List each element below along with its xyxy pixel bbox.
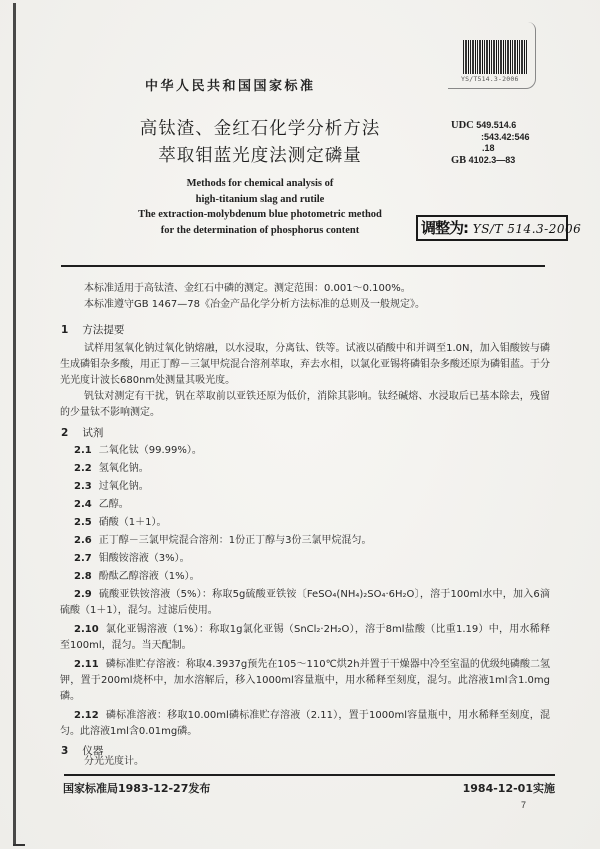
issue-date: 国家标准局1983-12-27发布 — [63, 782, 211, 795]
binding-edge-foot — [13, 844, 25, 846]
section-title: 仪器 — [82, 745, 104, 757]
reagent-item — [60, 443, 550, 459]
item-number: 2.7 — [74, 553, 92, 564]
item-text: 氯化亚锡溶液（1%）：称取1g氯化亚锡（SnCl₂·2H₂O），溶于8ml盐酸（比重1.19）中，用水稀释至100ml，混匀。当天配制。 — [60, 624, 550, 651]
item-number: 2.3 — [74, 481, 92, 492]
barcode-icon — [463, 40, 528, 74]
item-text: 二氧化钛（99.99%）。 — [98, 445, 202, 456]
section-number: 1 — [61, 324, 69, 336]
title-en-line-2: high-titanium slag and rutile — [195, 193, 325, 205]
item-text: 乙醇。 — [98, 499, 129, 510]
instrument-paragraph: 分光光度计。 — [84, 756, 144, 767]
udc-code-line-3: .18 — [482, 143, 495, 153]
reagent-item — [60, 479, 550, 495]
reagent-item — [60, 622, 550, 654]
header-divider — [61, 265, 545, 267]
item-text: 钼酸铵溶液（3%）。 — [98, 553, 190, 564]
gb-number: 4102.3—83 — [468, 154, 516, 165]
item-text: 氢氧化钠。 — [98, 463, 149, 474]
method-summary-paragraph: 试样用氢氧化钠过氧化钠熔融，以水浸取，分离钛、铁等。试液以硝酸中和并调至1.0N，加入钼酸铵与磷生成磷钼杂多酸，用正丁醇－三氯甲烷混合溶剂萃取，弃去水相，以氯化亚锡将磷钼杂多酸还原为磷钼蓝。于分光光度计波长680nm处测量其吸光度。 — [60, 343, 550, 386]
compliance-paragraph: 本标准遵守GB 1467—78《冶金产品化学分析方法标准的总则及一般规定》。 — [84, 299, 425, 310]
reagent-item — [60, 497, 550, 513]
title-cn-line-1: 高钛渣、金红石化学分析方法 — [139, 119, 381, 139]
item-number: 2.11 — [74, 659, 99, 670]
title-en-line-4: for the determination of phosphorus content — [160, 224, 360, 236]
gb-label: GB — [451, 154, 467, 166]
reagent-item — [60, 657, 550, 705]
adjusted-standard-stamp — [416, 215, 582, 241]
reagent-item — [60, 515, 550, 531]
title-en-line-3: The extraction-molybdenum blue photometric method — [138, 209, 382, 220]
national-standard-heading: 中华人民共和国国家标准 — [145, 79, 316, 94]
reagent-item — [60, 569, 550, 585]
item-number: 2.12 — [74, 710, 99, 721]
item-number: 2.6 — [74, 535, 92, 546]
item-text: 硫酸亚铁铵溶液（5%）：称取5g硫酸亚铁铵〔FeSO₄(NH₄)₂SO₄·6H₂O〕，溶于100ml水中，加入6滴硫酸（1＋1），混匀。过滤后使用。 — [60, 589, 550, 616]
udc-code-line-2: :543.42:546 — [481, 131, 530, 142]
item-number: 2.5 — [74, 517, 92, 528]
item-text: 过氧化钠。 — [98, 481, 149, 492]
reagent-item — [60, 551, 550, 567]
binding-edge-line — [13, 3, 16, 846]
item-text: 正丁醇－三氯甲烷混合溶剂：1份正丁醇与3份三氯甲烷混匀。 — [98, 535, 372, 546]
section-title: 试剂 — [82, 427, 104, 439]
item-number: 2.10 — [74, 624, 99, 635]
footer-divider — [64, 774, 555, 776]
item-text: 酚酞乙醇溶液（1%）。 — [98, 571, 200, 582]
reagent-item — [60, 708, 550, 740]
reagent-item — [60, 533, 550, 549]
item-text: 硝酸（1＋1）。 — [98, 517, 167, 528]
document-title-cn — [100, 116, 420, 170]
section-number: 2 — [61, 427, 69, 439]
stamp-label: 调整为: — [421, 219, 468, 237]
reagent-item — [60, 587, 550, 619]
section-number: 3 — [61, 745, 69, 757]
effective-date: 1984-12-01实施 — [462, 782, 555, 795]
section-title: 方法提要 — [82, 324, 125, 336]
title-en-line-1: Methods for chemical analysis of — [186, 178, 334, 189]
barcode-label: YS/T514.3-2006 — [461, 75, 519, 83]
title-cn-line-2: 萃取钼蓝光度法测定磷量 — [158, 146, 362, 166]
document-title-en — [100, 176, 420, 238]
section-2-heading — [61, 425, 103, 440]
reagent-item — [60, 461, 550, 477]
section-1-heading — [61, 322, 124, 337]
item-number: 2.4 — [74, 499, 92, 510]
item-number: 2.1 — [74, 445, 92, 456]
intro-block — [60, 281, 550, 313]
item-number: 2.8 — [74, 571, 92, 582]
udc-label: UDC — [451, 120, 474, 131]
item-text: 磷标准溶液：移取10.00ml磷标准贮存溶液（2.11），置于1000ml容量瓶中，用水稀释至刻度，混匀。此溶液1ml含0.01mg磷。 — [60, 710, 550, 737]
item-number: 2.9 — [74, 589, 92, 600]
interference-paragraph: 钒钛对测定有干扰，钒在萃取前以亚铁还原为低价，消除其影响。钛经碱熔、水浸取后已基本除去，残留的少量钛不影响测定。 — [60, 391, 550, 418]
scope-paragraph: 本标准适用于高钛渣、金红石中磷的测定。测定范围：0.001～0.100%。 — [84, 283, 411, 294]
section-3-body — [60, 754, 550, 770]
classification-block — [451, 120, 530, 166]
section-1-body — [60, 341, 550, 421]
item-number: 2.2 — [74, 463, 92, 474]
udc-code-line-1: 549.514.6 — [476, 120, 517, 130]
item-text: 磷标准贮存溶液：称取4.3937g预先在105～110℃烘2h并置于干燥器中冷至室温的优级纯磷酸二氢钾，置于200ml烧杯中，加水溶解后，移入1000ml容量瓶中，用水稀释至刻度，混匀。此溶液1ml含1.0mg磷。 — [60, 659, 550, 702]
stamp-value: YS/T 514.3-2006 — [472, 222, 582, 236]
page-number: 7 — [521, 800, 527, 810]
